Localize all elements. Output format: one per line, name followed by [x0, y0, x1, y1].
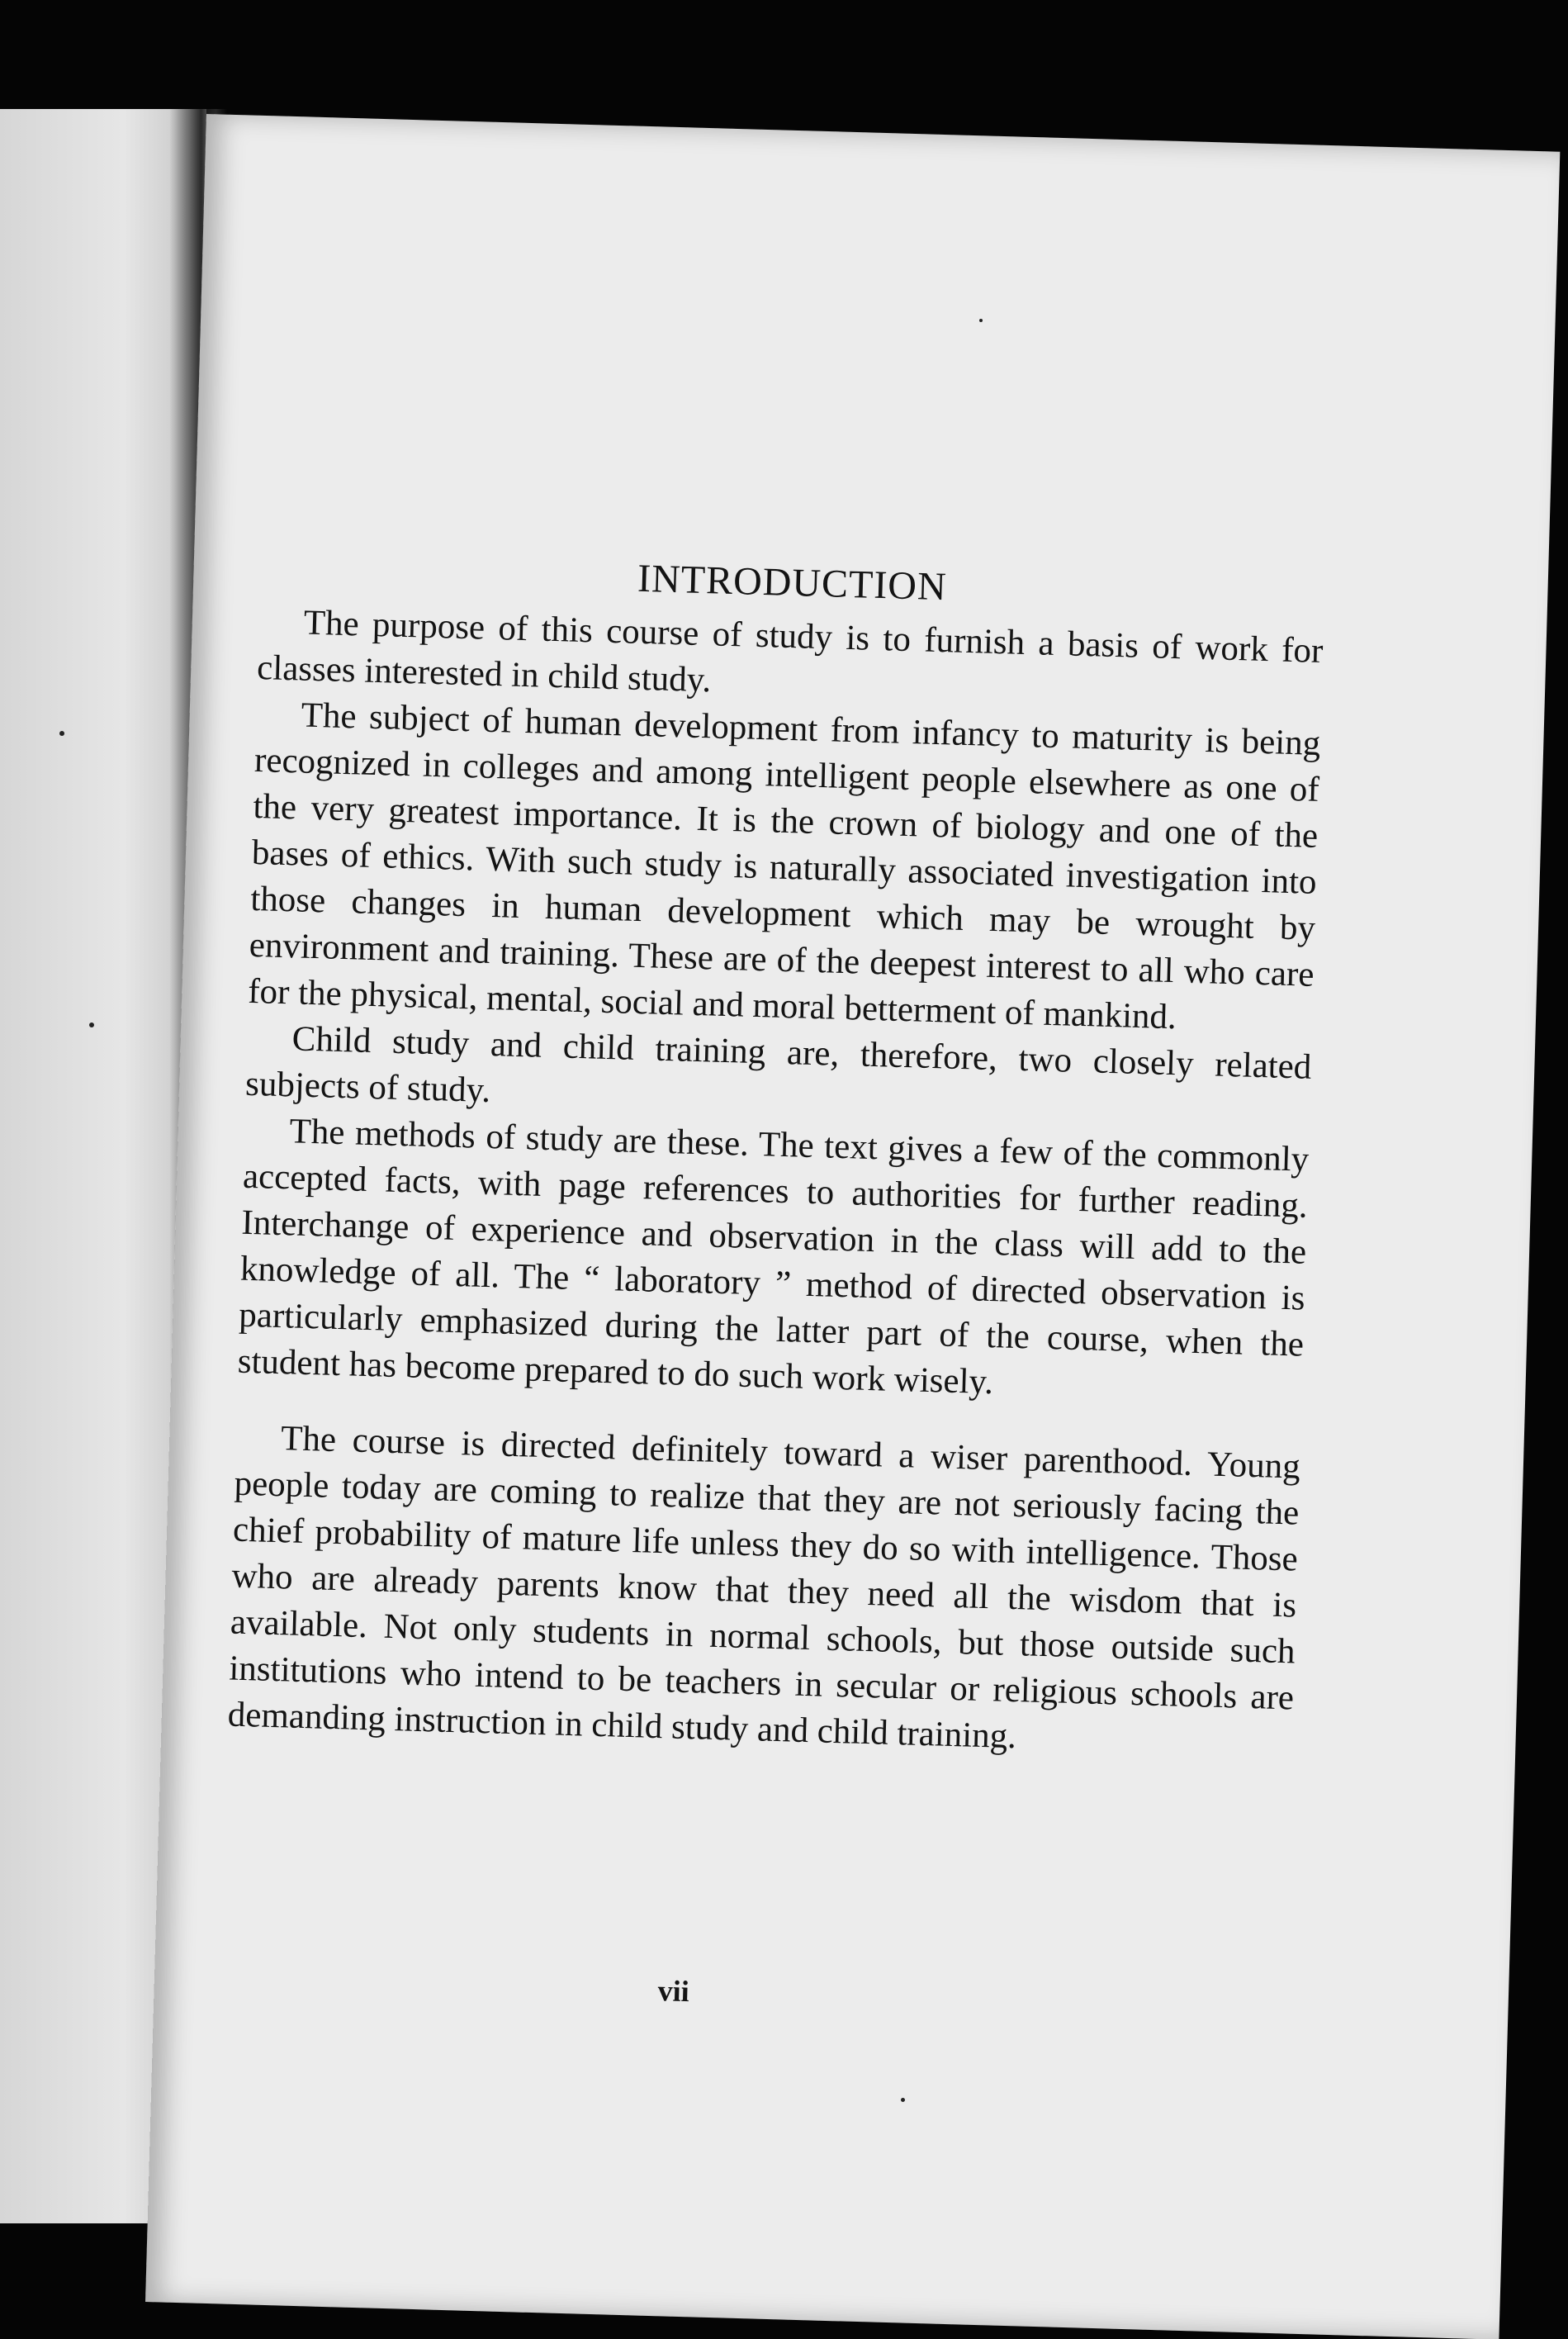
- scan-speck: [901, 2098, 905, 2102]
- paragraph-methods: The methods of study are these. The text gives a few of the commonly accepted facts, with page references to authorities for further reading. Interchange of experience and observation in the class will add to the knowledge of all. The “ laboratory ” method of directed observation is particularly emphasized during the latter part of the course, when the student has become prepared to do such work wisely.: [237, 1112, 1310, 1402]
- page-content: [227, 545, 1325, 1767]
- paragraph-purpose: The purpose of this course of study is to furnish a basis of work for classes interested in child study.: [256, 603, 1324, 700]
- paragraph-course-direction: The course is directed definitely toward a wiser parenthood. Young people today are coming to realize that they are not seriously facing the chief probability of mature life unless they do so with intelligence. Those who are already parents know that they need all the wisdom that is available. Not only students in normal schools, but those outside such institutions who intend to be teachers in secular or religious schools are demanding instruction in child study and child training.: [227, 1419, 1301, 1757]
- scan-speck: [59, 731, 64, 736]
- chapter-title: INTRODUCTION: [637, 556, 948, 610]
- scan-speck: [979, 319, 983, 322]
- page-number: vii: [657, 1974, 690, 2009]
- paragraph-subject: The subject of human development from infancy to maturity is being recognized in colleges and among intelligent people elsewhere as one of the very greatest importance. It is the crown of biology and one of the bases of ethics. With such study is naturally associated investigation into those changes in human development which may be wrought by environment and training. These are of the deepest interest to all who care for the physical, mental, social and moral betterment of mankind.: [247, 695, 1321, 1037]
- paragraph-child-study: Child study and child training are, therefore, two closely related subjects of study.: [244, 1019, 1312, 1111]
- scan-speck: [89, 1022, 94, 1027]
- book-page: [145, 114, 1560, 2339]
